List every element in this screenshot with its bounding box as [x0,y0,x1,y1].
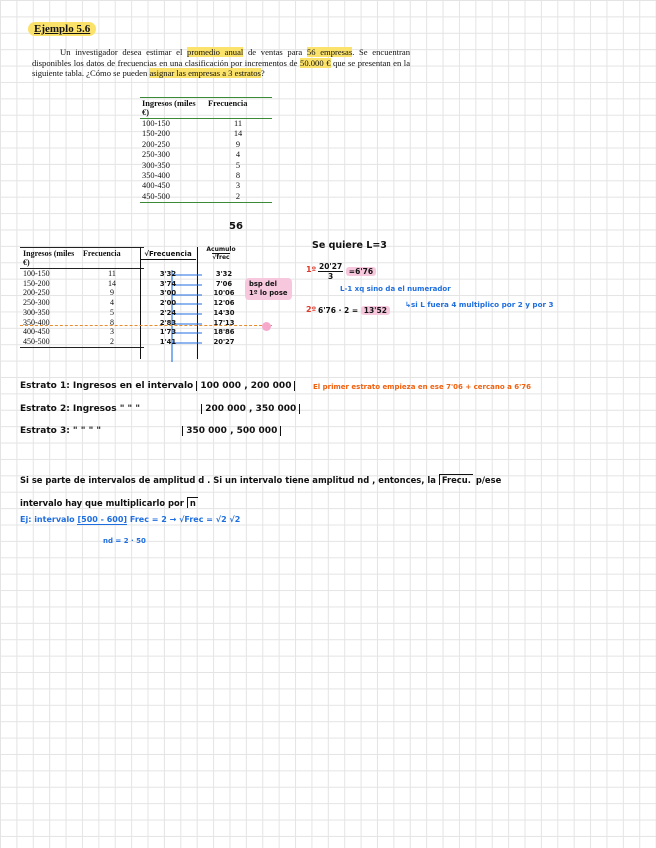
multiplication-formula [318,306,390,315]
intro-text: Un investigador desea estimar el [60,47,183,57]
cell-frecuencia: 5 [110,307,114,317]
strata-interval: 350 000 , 500 000 [182,426,281,436]
cell-frecuencia: 4 [110,298,114,308]
cell-frecuencia: 9 [235,139,241,149]
table-header-row [140,98,272,119]
example-title: Ejemplo 5.6 [28,22,96,36]
accumulated-column-header [200,246,242,261]
pink-marker [262,322,271,331]
sqrt-value: 3'74 [159,279,177,288]
cell-ingresos: 300-350 [23,307,50,317]
strata-1 [20,381,295,391]
cut-line [20,325,272,326]
sqrt-value: 3'32 [159,270,177,278]
cell-frecuencia: 8 [235,171,241,181]
sqrt-column-header: √Frecuencia [140,250,196,260]
cell-ingresos: 400-450 [142,181,170,191]
cell-frecuencia: 14 [233,129,243,139]
table-row [20,308,144,318]
strata-2 [20,404,300,414]
example-nd: nd = 2 · 50 [103,537,146,545]
cell-ingresos: 450-500 [142,191,170,201]
table-row [140,161,272,171]
amplitude-text: Si se parte de intervalos de amplitud d . Si un intervalo tiene amplitud nd , entonces, la [20,475,436,485]
blue-annotation: L-1 xq sino da el numerador [340,285,451,293]
accumulated-value: 20'27 [213,337,235,346]
table-row [20,298,144,308]
accumulated-header-top: Acumulo [206,246,236,253]
strata-label: Estrato 3: " " " " [20,426,102,436]
cell-ingresos: 200-250 [142,139,170,149]
accumulated-values [204,270,244,348]
example-line [20,515,240,524]
sqrt-value: 3'00 [159,289,177,298]
cell-ingresos: 150-200 [23,278,50,288]
fraction-numerator: 20'27 [319,262,343,271]
accumulated-value: 7'06 [215,279,233,288]
multiplication-result: 13'52 [361,306,390,315]
intro-text: que se presentan en la siguiente tabla. ¿Cómo se pueden [32,57,411,79]
accumulated-value: 14'30 [213,308,235,317]
strata-3 [20,426,281,436]
cell-ingresos: 400-450 [23,327,50,337]
table-row [140,119,272,130]
amplitude-text: p/ese [475,475,502,485]
cell-frecuencia: 9 [110,288,114,298]
sqrt-values [140,270,196,348]
pink-note: bsp del 1º lo pose [245,278,292,300]
table-header-row [20,248,144,269]
cell-frecuencia: 8 [110,317,114,327]
highlight-estratos: asignar las empresas a 3 estratos [149,68,261,79]
highlight-incremento: 50.000 € [300,57,331,68]
cell-ingresos: 300-350 [142,160,170,170]
accumulated-value: 12'06 [213,299,235,308]
strata-1-note: El primer estrato empieza en ese 7'06 + cercano a 6'76 [313,383,532,391]
blue-annotation-multiple: ↳si L fuera 4 multiplico por 2 y por 3 [405,300,554,309]
accumulated-value: 17'13 [213,318,235,327]
cell-ingresos: 250-300 [142,150,170,160]
cell-frecuencia: 3 [235,181,241,191]
table-row [140,171,272,181]
cell-ingresos: 100-150 [142,119,170,128]
table-row [20,327,144,337]
frequency-table [140,97,272,203]
accumulated-header-bottom: √frec [212,254,230,261]
example-interval: [500 - 600] [77,515,128,524]
division-formula [318,262,376,281]
sqrt-value: 1'41 [159,337,177,346]
strata-label: Estrato 2: Ingresos " " " [20,404,141,414]
sqrt-value: 2'83 [159,318,177,327]
accumulated-value: 18'86 [213,328,235,337]
cell-ingresos: 350-400 [142,171,170,181]
fraction-denominator: 3 [327,272,334,281]
table-row [140,150,272,160]
multiplication-expression: 6'76 · 2 = [318,306,361,315]
intro-paragraph [32,47,410,79]
cell-frecuencia: 11 [233,119,243,128]
strata-interval: 200 000 , 350 000 [201,404,300,414]
amplitude-note-line1 [20,474,501,485]
intro-text: ? [260,68,265,79]
accumulated-value: 3'32 [215,270,233,278]
table-row [140,129,272,139]
cell-ingresos: 150-200 [142,129,170,139]
example-formula: Frec = 2 → √Frec = √2 √2 [129,515,241,524]
table-row [140,181,272,191]
amplitude-note-line2 [20,497,198,508]
strata-count-note: Se quiere L=3 [312,240,387,251]
amplitude-text: intervalo hay que multiplicarlo por [20,498,184,508]
column-header-ingresos: Ingresos (miles €) [23,249,75,267]
cell-ingresos: 350-400 [23,317,50,327]
sqrt-value: 2'24 [159,308,177,317]
strata-label: Estrato 1: Ingresos en el intervalo [20,381,194,391]
frequency-table-copy [20,247,144,348]
accumulated-value: 10'06 [213,289,235,298]
step-two-marker: 2º [306,305,317,314]
sqrt-frecu: Frecu. [439,474,473,485]
frequency-total: 56 [229,221,243,232]
table-row [140,192,272,203]
highlight-empresas: 56 empresas [306,47,353,57]
intro-text: de ventas para [247,47,303,57]
table-row [20,269,144,279]
table-row [20,337,144,347]
cell-ingresos: 100-150 [23,269,50,278]
cell-frecuencia: 5 [235,160,241,170]
cell-ingresos: 450-500 [23,336,50,346]
column-header-ingresos: Ingresos (miles €) [142,99,196,117]
column-header-frecuencia: Frecuencia [83,249,121,258]
intro-text: . Se encuentran disponibles los datos de frecuencias en una clasificación por incrementos de [32,47,411,68]
table-row [20,279,144,289]
cell-ingresos: 250-300 [23,298,50,308]
table-row [20,288,144,298]
cell-frecuencia: 14 [108,278,116,288]
cell-ingresos: 200-250 [23,288,50,298]
strata-interval: 100 000 , 200 000 [196,381,295,391]
cell-frecuencia: 11 [108,269,116,278]
sqrt-value: 2'00 [159,299,177,308]
step-one-marker: 1º [306,265,317,274]
cell-frecuencia: 2 [110,336,114,346]
example-label: Ej: intervalo [20,515,75,524]
cell-frecuencia: 2 [235,191,241,201]
table-row [140,140,272,150]
column-header-frecuencia: Frecuencia [208,99,248,108]
sqrt-value: 1'73 [159,328,177,337]
cell-frecuencia: 3 [110,327,114,337]
sqrt-n: n [187,497,198,508]
highlight-promedio: promedio anual [187,47,244,57]
cell-frecuencia: 4 [235,150,241,160]
fraction-result: =6'76 [346,267,376,276]
